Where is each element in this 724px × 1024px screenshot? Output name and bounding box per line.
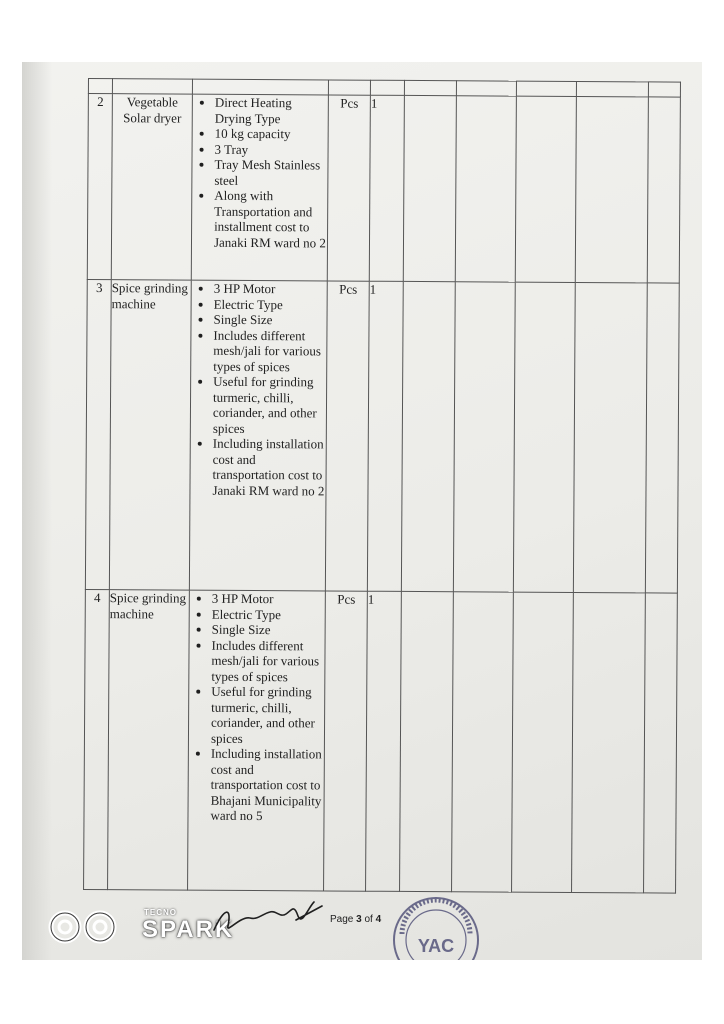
header-cell — [112, 79, 192, 94]
item-name: Vegetable Solar dryer — [111, 94, 192, 280]
page-footer — [22, 890, 702, 960]
item-specifications — [191, 94, 328, 281]
spec-item: • Single Size — [212, 622, 325, 638]
empty-cell — [401, 281, 455, 591]
empty-cell — [512, 592, 574, 892]
empty-cell — [515, 96, 576, 282]
empty-cell — [644, 593, 678, 893]
empty-cell — [452, 592, 514, 892]
empty-cell — [573, 282, 647, 592]
page-current: 3 — [356, 914, 362, 925]
seal-text: YAC — [417, 936, 455, 956]
header-cell — [648, 82, 680, 97]
quantity: 1 — [369, 95, 404, 281]
header-cell — [404, 80, 456, 95]
empty-cell — [400, 591, 454, 891]
empty-cell — [403, 95, 456, 281]
header-cell — [456, 81, 516, 96]
signature-icon — [210, 896, 330, 940]
spec-item: • Useful for grinding turmeric, chilli, coriander, and other spices — [213, 374, 326, 437]
item-specifications — [188, 590, 326, 891]
header-cell — [516, 81, 576, 96]
spec-item: • Includes different mesh/jali for various types of spices — [213, 327, 326, 374]
spec-item: • Tray Mesh Stainless steel — [214, 157, 327, 189]
unit: Pcs — [325, 281, 369, 591]
serial-number: 2 — [87, 94, 112, 280]
empty-cell — [513, 282, 575, 592]
spec-list — [190, 281, 326, 499]
item-name: Spice grinding machine — [109, 280, 191, 590]
official-seal-stamp — [386, 894, 486, 960]
empty-cell — [455, 96, 516, 282]
header-cell — [576, 81, 648, 96]
spec-item: • Including installation cost and transportation cost to Janaki RM ward no 2 — [212, 436, 325, 499]
unit: Pcs — [327, 95, 370, 281]
spec-item: • Including installation cost and transportation cost to Bhajani Municipality ward no 5 — [210, 746, 323, 824]
table-row — [85, 279, 679, 593]
table-row — [84, 589, 678, 893]
brand-rings-icon — [48, 910, 138, 944]
empty-cell — [647, 97, 680, 283]
spec-list — [192, 95, 328, 251]
quantity: 1 — [366, 591, 402, 891]
spec-item: • Electric Type — [212, 606, 325, 622]
brand-label: SPARK — [142, 916, 235, 943]
header-cell — [88, 79, 112, 94]
unit: Pcs — [324, 591, 368, 891]
spec-item: • Electric Type — [214, 296, 327, 312]
brand-sub-label: TECNO — [144, 908, 177, 917]
empty-cell — [575, 96, 648, 282]
specification-table — [83, 78, 681, 894]
spec-item: • Direct Heating Drying Type — [215, 95, 328, 127]
spec-item: • Single Size — [213, 312, 326, 328]
spec-item: • 3 HP Motor — [212, 591, 325, 607]
serial-number: 3 — [85, 279, 111, 589]
page-number — [330, 914, 381, 925]
spec-list — [188, 591, 324, 824]
spec-item: • 3 Tray — [215, 141, 328, 157]
table-row — [87, 94, 680, 284]
item-name: Spice grinding machine — [108, 590, 190, 890]
empty-cell — [572, 592, 646, 892]
document-photo — [22, 62, 702, 960]
spec-item: • 10 kg capacity — [215, 126, 328, 142]
page-prefix: Page — [330, 914, 357, 925]
page-edge-shadow — [22, 62, 52, 960]
header-cell — [328, 80, 370, 95]
item-specifications — [189, 280, 327, 591]
spec-item: • Along with Transportation and installment cost to Janaki RM ward no 2 — [214, 188, 327, 251]
spec-item: • 3 HP Motor — [214, 281, 327, 297]
serial-number: 4 — [84, 589, 110, 889]
spec-item: • Includes different mesh/jali for various types of spices — [211, 637, 324, 684]
quantity: 1 — [367, 281, 403, 591]
empty-cell — [645, 283, 679, 593]
page-middle: of — [361, 914, 376, 925]
page-total: 4 — [375, 914, 382, 925]
empty-cell — [453, 282, 515, 592]
header-cell — [370, 80, 404, 95]
spec-item: • Useful for grinding turmeric, chilli, coriander, and other spices — [211, 684, 324, 747]
header-cell — [192, 79, 328, 95]
